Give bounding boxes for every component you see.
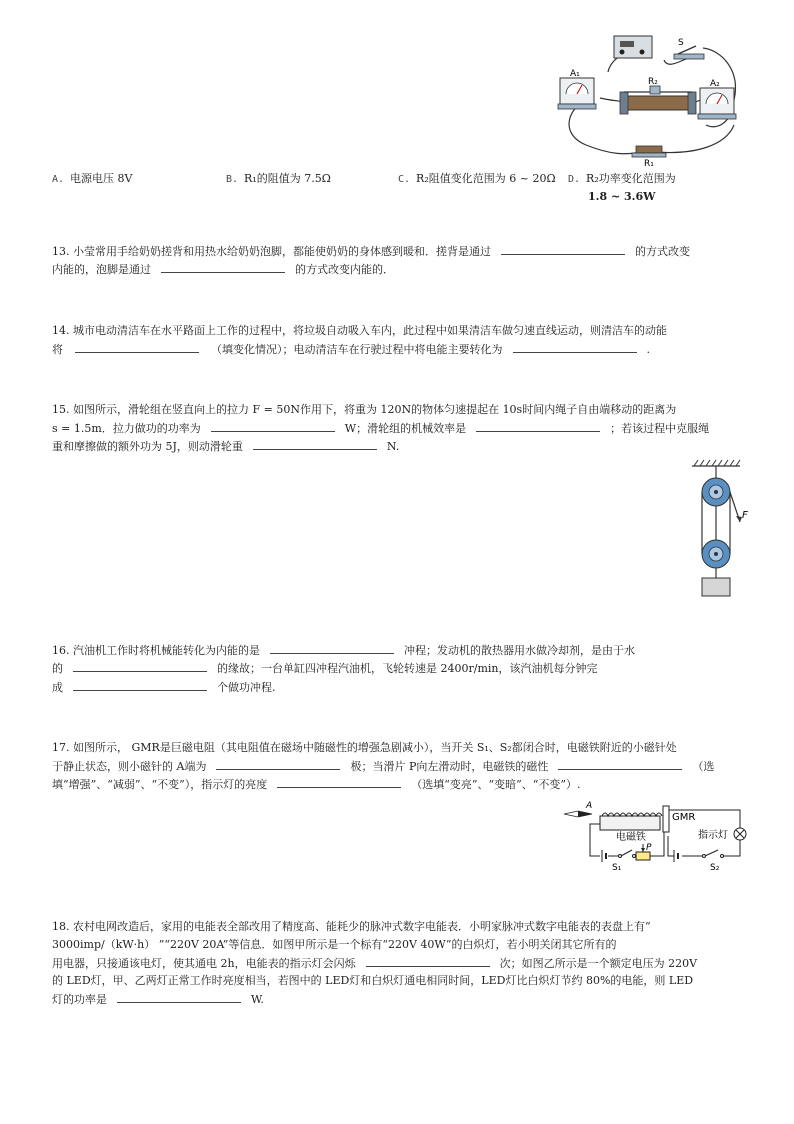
q15-line-3: 重和摩擦做的额外功为 5J，则动滑轮重 N. bbox=[52, 440, 400, 453]
switch-icon bbox=[674, 38, 704, 59]
q18-line-3: 用电器，只接通该电灯，使其通电 2h，电能表的指示灯会闪烁 次；如图乙所示是一个额定电压为 220V bbox=[52, 957, 698, 970]
electromagnet-icon bbox=[600, 813, 662, 830]
power-supply-icon bbox=[614, 36, 652, 58]
q15-line-2: s = 1.5m．拉力做功的功率为 W；滑轮组的机械效率是 ；若该过程中克服绳 bbox=[52, 422, 710, 435]
q13-line-1: 13. 小莹常用手给奶奶搓背和用热水给奶奶泡脚，都能使奶奶的身体感到暖和．搓背是通过 的方式改变 bbox=[52, 245, 690, 258]
label-s1: S₁ bbox=[612, 863, 622, 873]
battery-left-icon bbox=[602, 850, 606, 862]
label-a: A bbox=[586, 801, 593, 811]
q13-line-2: 内能的，泡脚是通过 的方式改变内能的． bbox=[52, 263, 394, 276]
q15-line-1: 15. 如图所示，滑轮组在竖直向上的拉力 F = 50N作用下，将重为 120N的物体匀速提起在 10s时间内绳子自由端移动的距离为 bbox=[52, 403, 677, 416]
label-gmr: GMR bbox=[672, 812, 696, 823]
q16-blank-3[interactable] bbox=[73, 680, 207, 691]
switch-s2-icon bbox=[703, 850, 724, 858]
q14-line-2: 将 （填变化情况）；电动清洁车在行驶过程中将电能主要转化为 . bbox=[52, 343, 650, 356]
q15-blank-1[interactable] bbox=[211, 421, 335, 432]
q15-blank-2[interactable] bbox=[476, 421, 600, 432]
option-a-letter: A. bbox=[52, 174, 65, 185]
ammeter-a1-icon bbox=[558, 69, 596, 109]
rheostat-r2-icon bbox=[620, 77, 696, 114]
q16-line-3: 成 个做功冲程. bbox=[52, 681, 276, 694]
q18-blank-2[interactable] bbox=[117, 992, 241, 1003]
q18-line-4: 的 LED灯，甲、乙两灯正常工作时亮度相当，若图中的 LED灯和白炽灯通电相同时间，LED灯比白炽灯节约 80%的电能，则 LED bbox=[52, 974, 694, 987]
q17-blank-2[interactable] bbox=[558, 759, 682, 770]
q16-blank-1[interactable] bbox=[270, 643, 394, 654]
q15-blank-3[interactable] bbox=[253, 439, 377, 450]
gmr-element bbox=[663, 806, 669, 832]
option-b-letter: B. bbox=[226, 174, 239, 185]
label-r1: R₁ bbox=[644, 159, 654, 169]
q17-blank-1[interactable] bbox=[216, 759, 340, 770]
q17-line-2: 于静止状态，则小磁针的 A端为 极；当滑片 P向左滑动时，电磁铁的磁性 （选 bbox=[52, 760, 715, 773]
option-d-text: R₂功率变化范围为 bbox=[586, 172, 676, 185]
q17-line-1: 17. 如图所示， GMR是巨磁电阻（其电阻值在磁场中随磁性的增强急剧减小），当开关 S₁、S₂都闭合时，电磁铁附近的小磁针处 bbox=[52, 741, 677, 754]
magnetic-needle-icon bbox=[564, 801, 592, 817]
q13-blank-1[interactable] bbox=[501, 244, 625, 255]
q13-blank-2[interactable] bbox=[161, 262, 285, 273]
label-r2: R₂ bbox=[648, 77, 658, 87]
q14-line-1: 14. 城市电动清洁车在水平路面上工作的过程中，将垃圾自动吸入车内，此过程中如果清洁车做匀速直线运动，则清洁车的动能 bbox=[52, 324, 667, 337]
label-p: P bbox=[646, 843, 652, 853]
q18-line-5: 灯的功率是 W. bbox=[52, 993, 264, 1006]
q16-line-1: 16. 汽油机工作时将机械能转化为内能的是 冲程；发动机的散热器用水做冷却剂，是由于水 bbox=[52, 644, 635, 657]
ammeter-a2-icon bbox=[698, 79, 736, 119]
gmr-circuit-figure bbox=[560, 800, 748, 874]
force-label: F bbox=[742, 510, 748, 521]
q16-blank-2[interactable] bbox=[73, 661, 207, 672]
q18-blank-1[interactable] bbox=[366, 956, 490, 967]
option-a bbox=[52, 172, 133, 187]
q17-line-3: 填“增强”、“减弱”、“不变”），指示灯的亮度 （选填“变亮”、“变暗”、“不变”）. bbox=[52, 778, 581, 791]
option-c bbox=[398, 172, 556, 187]
option-a-text: 电源电压 8V bbox=[70, 172, 133, 185]
q17-blank-3[interactable] bbox=[277, 777, 401, 788]
circuit-figure bbox=[556, 30, 746, 170]
option-d bbox=[568, 172, 676, 187]
rheostat-icon bbox=[636, 852, 650, 860]
label-a1: A₁ bbox=[570, 69, 580, 79]
label-s: S bbox=[678, 38, 684, 48]
q16-line-2: 的 的缘故；一台单缸四冲程汽油机，飞轮转速是 2400r/min，该汽油机每分钟完 bbox=[52, 662, 598, 675]
label-s2: S₂ bbox=[710, 863, 720, 873]
option-c-letter: C. bbox=[398, 174, 411, 185]
label-lamp: 指示灯 bbox=[698, 830, 728, 841]
resistor-r1-icon bbox=[632, 146, 666, 169]
option-d-letter: D. bbox=[568, 174, 581, 185]
label-a2: A₂ bbox=[710, 79, 720, 89]
label-electromagnet: 电磁铁 bbox=[616, 832, 646, 843]
battery-right-icon bbox=[674, 850, 678, 862]
q18-line-1: 18. 农村电网改造后，家用的电能表全部改用了精度高、能耗少的脉冲式数字电能表．小明家脉冲式数字电能表的表盘上有“ bbox=[52, 920, 651, 933]
option-d-text-cont: 1.8 ~ 3.6W bbox=[588, 190, 656, 203]
q18-line-2: 3000imp/（kW·h） ”“220V 20A”等信息．如图甲所示是一个标有“220V 40W”的白炽灯，若小明关闭其它所有的 bbox=[52, 938, 617, 951]
option-b-text: R₁的阻值为 7.5Ω bbox=[244, 172, 331, 185]
indicator-lamp-icon bbox=[734, 828, 746, 840]
q14-blank-2[interactable] bbox=[513, 342, 637, 353]
switch-s1-icon bbox=[619, 850, 636, 858]
option-c-text: R₂阻值变化范围为 6 ~ 20Ω bbox=[416, 172, 556, 185]
q14-blank-1[interactable] bbox=[75, 342, 199, 353]
option-b bbox=[226, 172, 331, 187]
weight-block bbox=[702, 578, 730, 596]
pulley-figure bbox=[684, 458, 754, 600]
